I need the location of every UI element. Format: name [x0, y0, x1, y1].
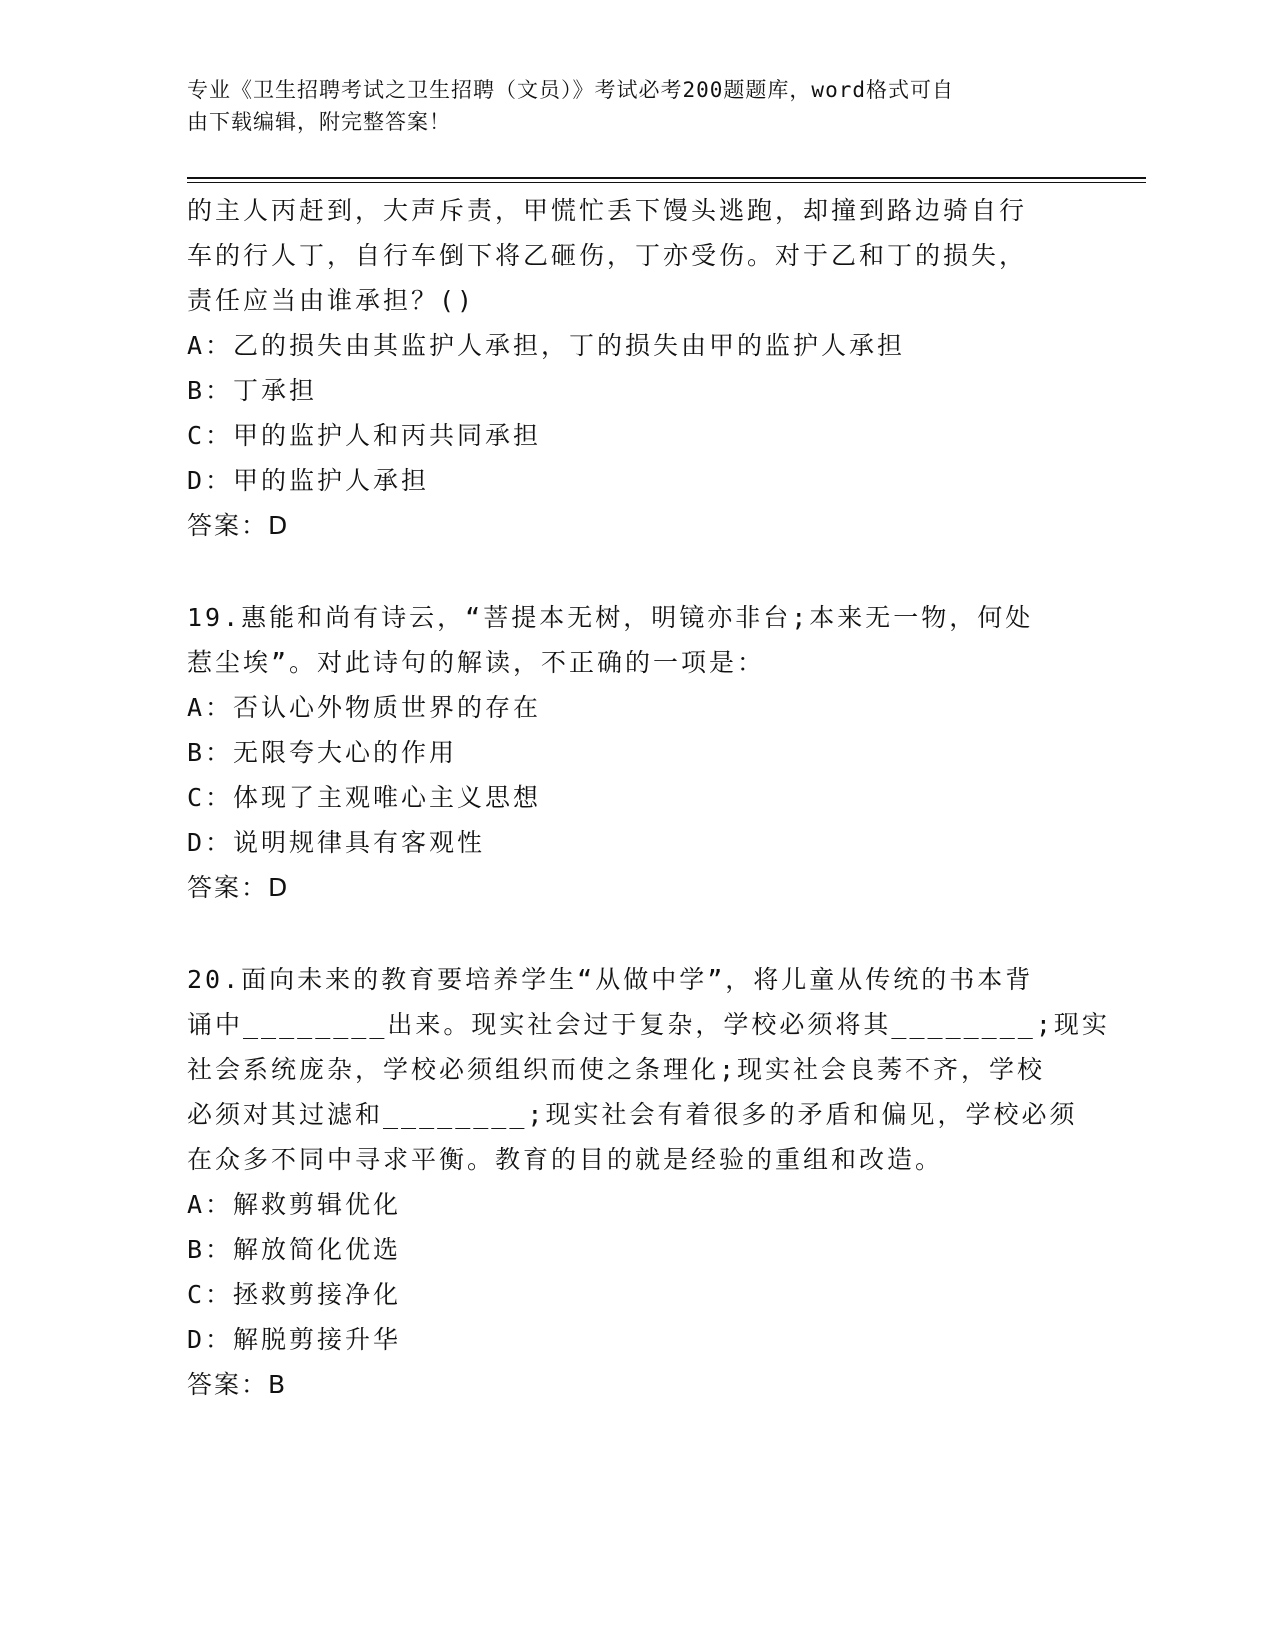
question-19-option-a: A：否认心外物质世界的存在 — [187, 693, 542, 722]
question-18 — [187, 188, 1067, 548]
question-20-answer: 答案：B — [187, 1370, 288, 1399]
question-18-option-d: D：甲的监护人承担 — [187, 466, 430, 495]
question-18-stem-line-3: 责任应当由谁承担？() — [187, 286, 476, 315]
question-18-answer: 答案：D — [187, 511, 290, 540]
question-20-option-c: C：拯救剪接净化 — [187, 1280, 402, 1309]
question-18-stem-line-1: 的主人丙赶到，大声斥责，甲慌忙丢下馒头逃跑，却撞到路边骑自行 — [187, 196, 1028, 225]
header-title-line-2: 由下载编辑，附完整答案！ — [187, 110, 451, 134]
page-header — [187, 74, 1067, 138]
question-19-option-c: C：体现了主观唯心主义思想 — [187, 783, 542, 812]
question-20-option-d: D：解脱剪接升华 — [187, 1325, 402, 1354]
question-18-option-a: A：乙的损失由其监护人承担，丁的损失由甲的监护人承担 — [187, 331, 906, 360]
question-18-option-c: C：甲的监护人和丙共同承担 — [187, 421, 542, 450]
header-divider-thin — [187, 182, 1146, 183]
question-20-stem-line-4: 必须对其过滤和________;现实社会有着很多的矛盾和偏见，学校必须 — [187, 1100, 1078, 1129]
question-19-answer: 答案：D — [187, 873, 290, 902]
header-title-line-1: 专业《卫生招聘考试之卫生招聘（文员）》考试必考200题题库，word格式可自 — [187, 78, 954, 102]
question-20 — [187, 957, 1110, 1407]
question-20-option-b: B：解放简化优选 — [187, 1235, 402, 1264]
question-18-option-b: B：丁承担 — [187, 376, 318, 405]
question-19-stem-line-1: 19.惠能和尚有诗云，“菩提本无树，明镜亦非台;本来无一物，何处 — [187, 603, 1034, 632]
question-18-stem-line-2: 车的行人丁，自行车倒下将乙砸伤，丁亦受伤。对于乙和丁的损失， — [187, 241, 1028, 270]
header-divider-thick — [187, 177, 1146, 179]
question-19 — [187, 595, 1067, 910]
spacer — [187, 548, 1067, 595]
question-20-stem-line-5: 在众多不同中寻求平衡。教育的目的就是经验的重组和改造。 — [187, 1145, 944, 1174]
question-20-stem-line-2: 诵中________出来。现实社会过于复杂，学校必须将其________;现实 — [187, 1010, 1110, 1039]
question-20-stem-line-1: 20.面向未来的教育要培养学生“从做中学”，将儿童从传统的书本背 — [187, 965, 1034, 994]
question-20-option-a: A：解救剪辑优化 — [187, 1190, 402, 1219]
spacer — [187, 910, 1067, 957]
question-19-option-b: B：无限夸大心的作用 — [187, 738, 458, 767]
question-19-stem-line-2: 惹尘埃”。对此诗句的解读，不正确的一项是： — [187, 648, 766, 677]
question-content — [187, 188, 1110, 1407]
question-19-option-d: D：说明规律具有客观性 — [187, 828, 486, 857]
question-20-stem-line-3: 社会系统庞杂，学校必须组织而使之条理化;现实社会良莠不齐，学校 — [187, 1055, 1046, 1084]
